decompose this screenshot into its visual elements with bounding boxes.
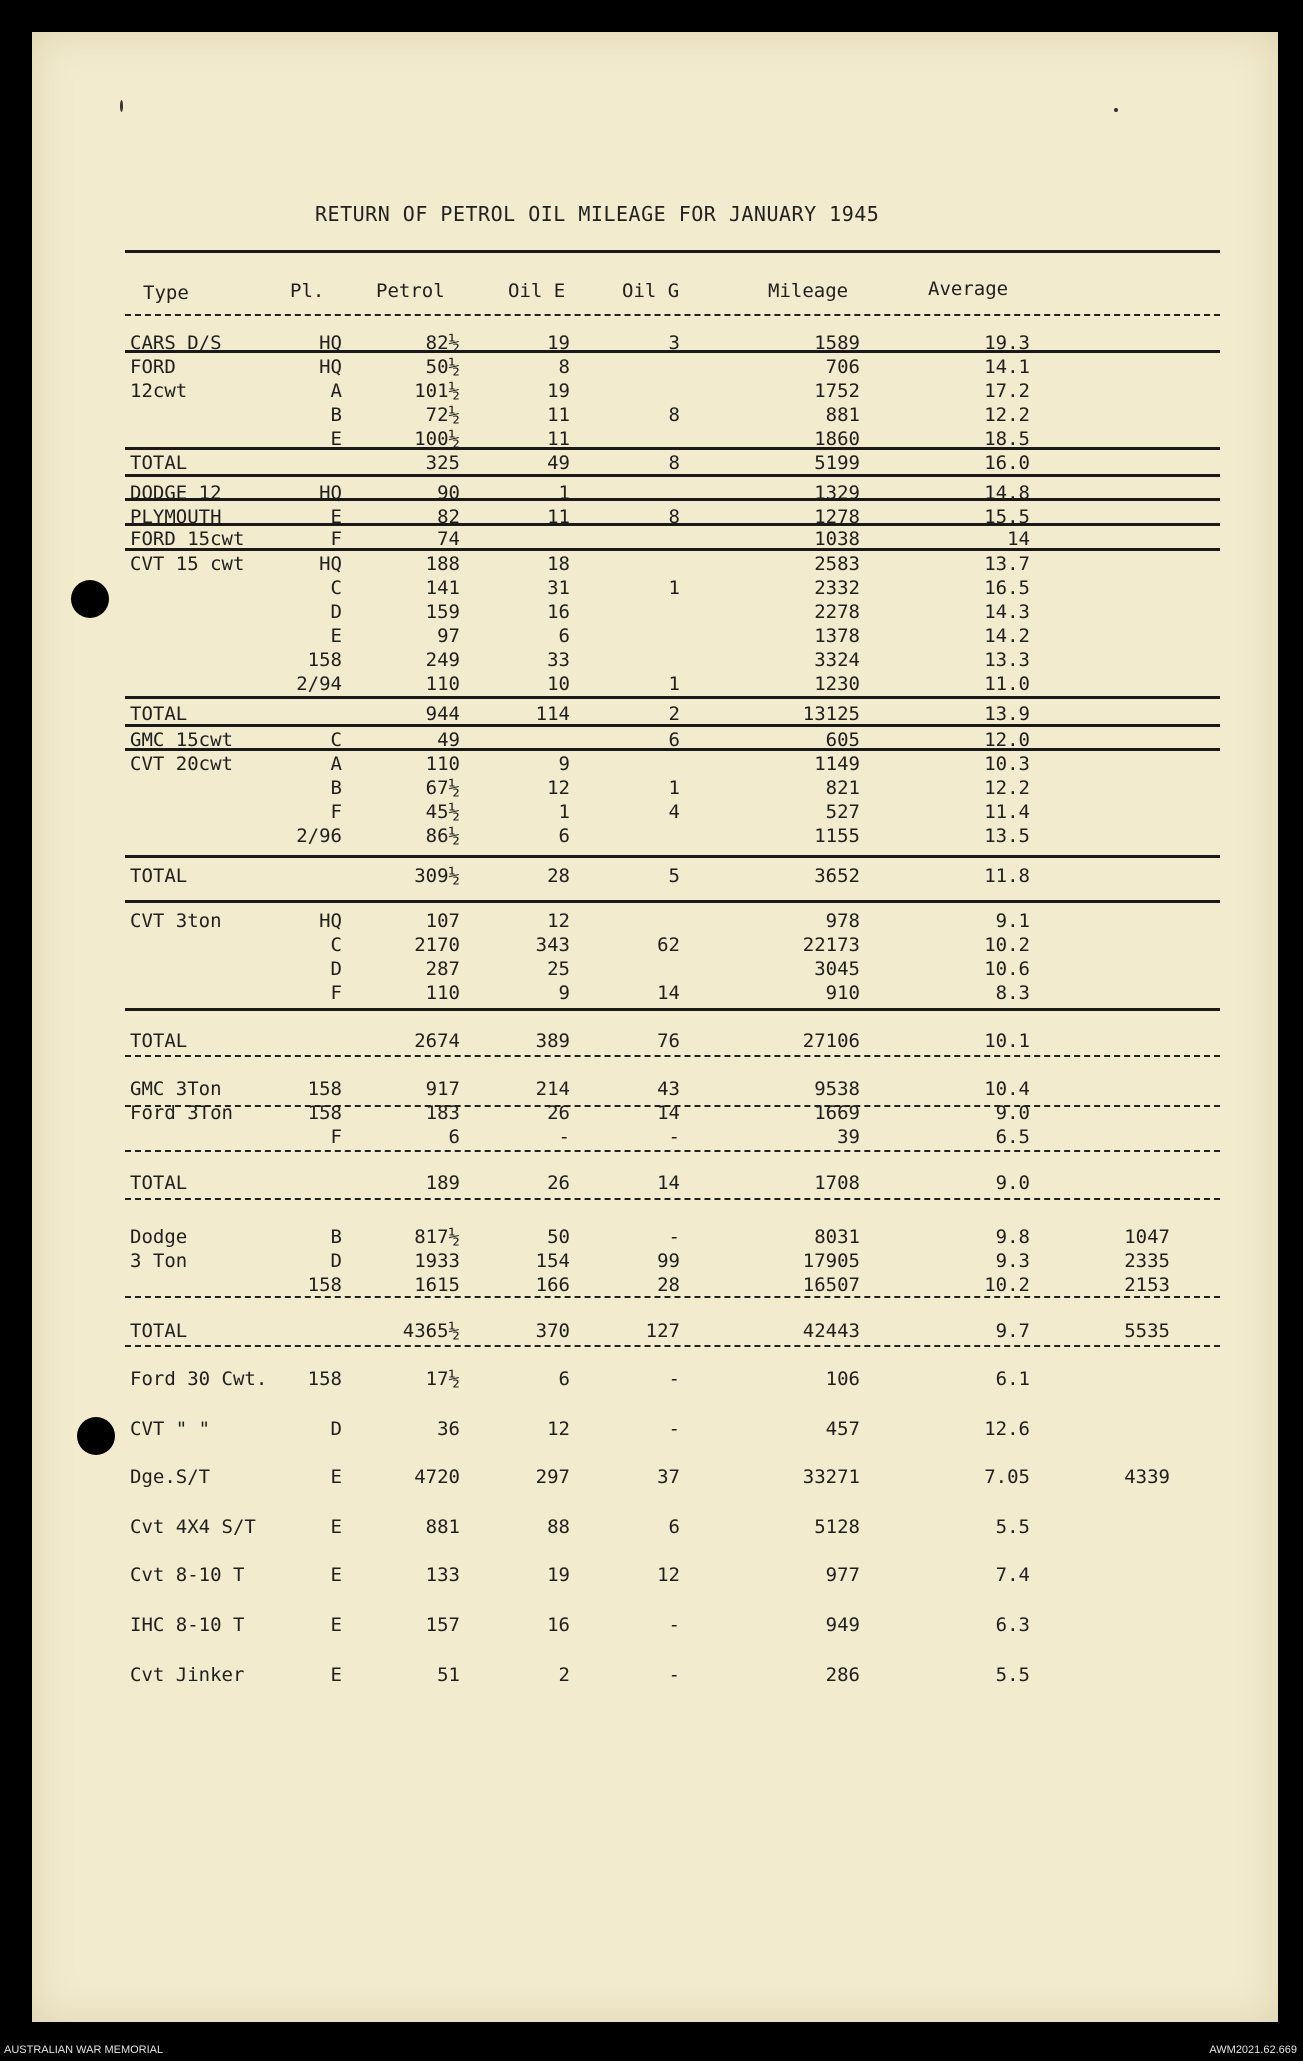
cell-oile: 12 [547, 910, 570, 932]
header-oil-g: Oil G [622, 280, 680, 302]
ink-speck [1114, 108, 1118, 112]
cell-mileage: 821 [825, 777, 860, 799]
cell-mileage: 5128 [814, 1516, 860, 1538]
cell-type: PLYMOUTH [130, 506, 222, 528]
cell-mileage: 706 [825, 356, 860, 378]
cell-pl: 2/96 [296, 825, 342, 847]
cell-petrol: 97 [437, 625, 460, 647]
cell-type: CVT 3ton [130, 910, 222, 932]
cell-oilg: - [668, 1664, 680, 1686]
cell-petrol: 6 [448, 1126, 460, 1148]
cell-pl: HQ [319, 356, 342, 378]
cell-mileage: 977 [825, 1564, 860, 1586]
cell-pl: HQ [319, 332, 342, 354]
cell-mileage: 1278 [814, 506, 860, 528]
cell-average: 9.7 [995, 1320, 1030, 1342]
cell-petrol: 159 [425, 601, 460, 623]
cell-oile: 1 [558, 801, 570, 823]
cell-oile: 8 [558, 356, 570, 378]
cell-oilg: 8 [668, 452, 680, 474]
cell-pl: 2/94 [296, 673, 342, 695]
document-page [32, 32, 1278, 2022]
cell-oilg: 28 [657, 1274, 680, 1296]
cell-oilg: 6 [668, 1516, 680, 1538]
cell-oilg: 37 [657, 1466, 680, 1488]
table-rule [125, 1345, 1220, 1347]
cell-petrol: 45½ [425, 801, 460, 823]
cell-oile: 11 [547, 506, 570, 528]
cell-oile: 9 [558, 753, 570, 775]
ink-speck [120, 100, 123, 112]
cell-average: 14.1 [984, 356, 1030, 378]
cell-average: 7.4 [995, 1564, 1030, 1586]
cell-oile: 11 [547, 428, 570, 450]
table-rule [125, 474, 1220, 477]
cell-petrol: 1615 [414, 1274, 460, 1296]
cell-pl: 158 [307, 1078, 342, 1100]
cell-pl: D [330, 1250, 342, 1272]
cell-petrol: 4365½ [402, 1320, 460, 1342]
cell-petrol: 157 [425, 1614, 460, 1636]
header-oil-e: Oil E [508, 280, 566, 302]
cell-oile: 16 [547, 1614, 570, 1636]
cell-mileage: 910 [825, 982, 860, 1004]
cell-mileage: 1038 [814, 528, 860, 550]
cell-petrol: 183 [425, 1102, 460, 1124]
cell-oile: 88 [547, 1516, 570, 1538]
cell-type: FORD [130, 356, 176, 378]
cell-pl: C [330, 729, 342, 751]
cell-oilg: 14 [657, 1172, 680, 1194]
cell-average: 10.3 [984, 753, 1030, 775]
cell-petrol: 50½ [425, 356, 460, 378]
cell-mileage: 1708 [814, 1172, 860, 1194]
cell-mileage: 22173 [802, 934, 860, 956]
header-average: Average [928, 278, 1009, 300]
cell-average: 13.9 [984, 703, 1030, 725]
cell-type: Dodge [130, 1226, 188, 1248]
cell-pl: F [330, 1126, 342, 1148]
cell-mileage: 3045 [814, 958, 860, 980]
cell-oile: 343 [535, 934, 570, 956]
cell-mileage: 13125 [802, 703, 860, 725]
cell-type: IHC 8-10 T [130, 1614, 245, 1636]
cell-oilg: 99 [657, 1250, 680, 1272]
cell-petrol: 287 [425, 958, 460, 980]
cell-mileage: 9538 [814, 1078, 860, 1100]
cell-type: TOTAL [130, 703, 188, 725]
cell-type: 12cwt [130, 380, 188, 402]
cell-pl: E [330, 1664, 342, 1686]
cell-average: 11.4 [984, 801, 1030, 823]
cell-oilg: 4 [668, 801, 680, 823]
cell-pl: E [330, 1516, 342, 1538]
cell-petrol: 817½ [414, 1226, 460, 1248]
cell-mileage: 1669 [814, 1102, 860, 1124]
cell-type: DODGE 12 [130, 482, 222, 504]
cell-type: Cvt Jinker [130, 1664, 245, 1686]
header-type: Type [143, 282, 189, 304]
cell-mileage: 17905 [802, 1250, 860, 1272]
cell-petrol: 100½ [414, 428, 460, 450]
cell-pl: B [330, 1226, 342, 1248]
cell-oile: 49 [547, 452, 570, 474]
cell-petrol: 107 [425, 910, 460, 932]
cell-pl: 158 [307, 1368, 342, 1390]
cell-pl: B [330, 404, 342, 426]
cell-oile: 370 [535, 1320, 570, 1342]
cell-oilg: 12 [657, 1564, 680, 1586]
table-rule [125, 855, 1220, 858]
rule-header [125, 314, 1220, 316]
cell-oile: 19 [547, 332, 570, 354]
cell-petrol: 82½ [425, 332, 460, 354]
cell-mileage: 1752 [814, 380, 860, 402]
cell-pl: D [330, 958, 342, 980]
cell-oilg: 1 [668, 673, 680, 695]
cell-type: TOTAL [130, 865, 188, 887]
cell-petrol: 72½ [425, 404, 460, 426]
cell-petrol: 309½ [414, 865, 460, 887]
cell-oilg: 1 [668, 577, 680, 599]
cell-type: Cvt 4X4 S/T [130, 1516, 256, 1538]
cell-oile: 6 [558, 625, 570, 647]
cell-type: 3 Ton [130, 1250, 188, 1272]
cell-petrol: 2674 [414, 1030, 460, 1052]
cell-average: 9.3 [995, 1250, 1030, 1272]
cell-type: Ford 30 Cwt. [130, 1368, 268, 1390]
cell-average: 14.8 [984, 482, 1030, 504]
cell-oile: 11 [547, 404, 570, 426]
cell-average: 8.3 [995, 982, 1030, 1004]
cell-pl: F [330, 982, 342, 1004]
cell-pl: 158 [307, 1102, 342, 1124]
cell-oile: 2 [558, 1664, 570, 1686]
cell-mileage: 39 [837, 1126, 860, 1148]
table-rule [125, 447, 1220, 450]
cell-petrol: 36 [437, 1418, 460, 1440]
table-rule [125, 1008, 1220, 1011]
cell-pl: HQ [319, 482, 342, 504]
cell-mileage: 1378 [814, 625, 860, 647]
cell-mileage: 1149 [814, 753, 860, 775]
cell-oile: 18 [547, 553, 570, 575]
punch-hole-bottom [77, 1417, 115, 1455]
cell-pl: 158 [307, 649, 342, 671]
cell-oilg: - [668, 1226, 680, 1248]
cell-type: CVT 20cwt [130, 753, 233, 775]
cell-pl: A [330, 753, 342, 775]
cell-pl: C [330, 577, 342, 599]
cell-oile: 154 [535, 1250, 570, 1272]
cell-oile: 19 [547, 1564, 570, 1586]
cell-average: 16.0 [984, 452, 1030, 474]
cell-petrol: 141 [425, 577, 460, 599]
rule-top [125, 250, 1220, 253]
cell-oilg: 8 [668, 506, 680, 528]
cell-mileage: 16507 [802, 1274, 860, 1296]
cell-petrol: 101½ [414, 380, 460, 402]
cell-oile: 10 [547, 673, 570, 695]
cell-oilg: 6 [668, 729, 680, 751]
cell-petrol: 249 [425, 649, 460, 671]
cell-petrol: 944 [425, 703, 460, 725]
cell-pl: 158 [307, 1274, 342, 1296]
table-rule [125, 748, 1220, 751]
table-rule [125, 548, 1220, 551]
cell-average: 9.0 [995, 1102, 1030, 1124]
cell-mileage: 2583 [814, 553, 860, 575]
cell-oilg: 3 [668, 332, 680, 354]
header-mileage: Mileage [768, 280, 849, 302]
cell-oile: 297 [535, 1466, 570, 1488]
cell-oilg: - [668, 1614, 680, 1636]
footer-credit: AUSTRALIAN WAR MEMORIAL [4, 2044, 164, 2056]
cell-mileage: 3324 [814, 649, 860, 671]
cell-oilg: 76 [657, 1030, 680, 1052]
cell-mileage: 27106 [802, 1030, 860, 1052]
cell-average: 5.5 [995, 1664, 1030, 1686]
cell-pl: E [330, 1564, 342, 1586]
cell-mileage: 286 [825, 1664, 860, 1686]
cell-oile: 28 [547, 865, 570, 887]
cell-oile: 31 [547, 577, 570, 599]
cell-oile: 114 [535, 703, 570, 725]
cell-oile: - [558, 1126, 570, 1148]
cell-average: 6.5 [995, 1126, 1030, 1148]
cell-oilg: 43 [657, 1078, 680, 1100]
table-rule [125, 696, 1220, 699]
cell-pl: D [330, 601, 342, 623]
cell-mileage: 2278 [814, 601, 860, 623]
header-pl: Pl. [290, 280, 325, 302]
cell-petrol: 2170 [414, 934, 460, 956]
cell-petrol: 82 [437, 506, 460, 528]
cell-oile: 6 [558, 825, 570, 847]
cell-mileage: 978 [825, 910, 860, 932]
cell-extra: 4339 [1124, 1466, 1170, 1488]
cell-oile: 9 [558, 982, 570, 1004]
table-rule [125, 1296, 1220, 1298]
cell-type: Dge.S/T [130, 1466, 211, 1488]
cell-oile: 214 [535, 1078, 570, 1100]
punch-hole-top [71, 580, 109, 618]
cell-oilg: 14 [657, 982, 680, 1004]
cell-petrol: 74 [437, 528, 460, 550]
cell-pl: F [330, 801, 342, 823]
cell-pl: C [330, 934, 342, 956]
cell-pl: HQ [319, 910, 342, 932]
header-petrol: Petrol [376, 280, 445, 302]
cell-average: 6.3 [995, 1614, 1030, 1636]
cell-petrol: 90 [437, 482, 460, 504]
cell-mileage: 33271 [802, 1466, 860, 1488]
cell-average: 5.5 [995, 1516, 1030, 1538]
cell-pl: F [330, 528, 342, 550]
cell-oile: 26 [547, 1102, 570, 1124]
cell-oilg: 127 [645, 1320, 680, 1342]
cell-average: 17.2 [984, 380, 1030, 402]
cell-oilg: 2 [668, 703, 680, 725]
cell-average: 9.1 [995, 910, 1030, 932]
cell-pl: E [330, 625, 342, 647]
table-rule [125, 1055, 1220, 1057]
cell-average: 12.2 [984, 404, 1030, 426]
cell-oilg: 62 [657, 934, 680, 956]
cell-petrol: 917 [425, 1078, 460, 1100]
cell-mileage: 106 [825, 1368, 860, 1390]
cell-average: 7.05 [984, 1466, 1030, 1488]
cell-oile: 16 [547, 601, 570, 623]
cell-pl: HQ [319, 553, 342, 575]
cell-oilg: 8 [668, 404, 680, 426]
cell-average: 12.6 [984, 1418, 1030, 1440]
cell-mileage: 527 [825, 801, 860, 823]
cell-extra: 2335 [1124, 1250, 1170, 1272]
cell-type: CVT 15 cwt [130, 553, 245, 575]
cell-oilg: - [668, 1126, 680, 1148]
cell-petrol: 188 [425, 553, 460, 575]
cell-oilg: 14 [657, 1102, 680, 1124]
cell-oilg: - [668, 1418, 680, 1440]
cell-oile: 166 [535, 1274, 570, 1296]
table-rule [125, 1150, 1220, 1152]
cell-oile: 33 [547, 649, 570, 671]
cell-average: 12.0 [984, 729, 1030, 751]
cell-pl: B [330, 777, 342, 799]
cell-average: 16.5 [984, 577, 1030, 599]
cell-mileage: 949 [825, 1614, 860, 1636]
cell-petrol: 1933 [414, 1250, 460, 1272]
cell-mileage: 881 [825, 404, 860, 426]
cell-oilg: 5 [668, 865, 680, 887]
cell-oile: 12 [547, 1418, 570, 1440]
cell-average: 14.2 [984, 625, 1030, 647]
cell-oilg: 1 [668, 777, 680, 799]
cell-type: GMC 15cwt [130, 729, 233, 751]
cell-average: 18.5 [984, 428, 1030, 450]
table-rule [125, 523, 1220, 526]
cell-type: GMC 3Ton [130, 1078, 222, 1100]
cell-average: 11.0 [984, 673, 1030, 695]
cell-average: 11.8 [984, 865, 1030, 887]
cell-type: FORD 15cwt [130, 528, 245, 550]
cell-type: TOTAL [130, 1320, 188, 1342]
cell-type: TOTAL [130, 1172, 188, 1194]
cell-mileage: 1860 [814, 428, 860, 450]
cell-pl: E [330, 1466, 342, 1488]
cell-pl: D [330, 1418, 342, 1440]
cell-pl: E [330, 428, 342, 450]
cell-petrol: 17½ [425, 1368, 460, 1390]
cell-petrol: 86½ [425, 825, 460, 847]
cell-type: Cvt 8-10 T [130, 1564, 245, 1586]
table-rule [125, 1105, 1220, 1107]
cell-oile: 25 [547, 958, 570, 980]
cell-average: 14 [1007, 528, 1030, 550]
cell-type: TOTAL [130, 452, 188, 474]
cell-average: 10.2 [984, 934, 1030, 956]
cell-oile: 19 [547, 380, 570, 402]
cell-average: 13.7 [984, 553, 1030, 575]
cell-petrol: 51 [437, 1664, 460, 1686]
cell-mileage: 3652 [814, 865, 860, 887]
cell-petrol: 67½ [425, 777, 460, 799]
cell-average: 10.2 [984, 1274, 1030, 1296]
cell-type: Ford 3Ton [130, 1102, 233, 1124]
cell-pl: E [330, 506, 342, 528]
cell-oile: 12 [547, 777, 570, 799]
cell-oile: 389 [535, 1030, 570, 1052]
cell-mileage: 457 [825, 1418, 860, 1440]
cell-mileage: 2332 [814, 577, 860, 599]
cell-mileage: 1329 [814, 482, 860, 504]
document-title: RETURN OF PETROL OIL MILEAGE FOR JANUARY 1945 [315, 202, 880, 226]
cell-extra: 5535 [1124, 1320, 1170, 1342]
cell-type: CARS D/S [130, 332, 222, 354]
cell-mileage: 42443 [802, 1320, 860, 1342]
cell-average: 19.3 [984, 332, 1030, 354]
cell-average: 10.4 [984, 1078, 1030, 1100]
cell-average: 9.8 [995, 1226, 1030, 1248]
cell-mileage: 1155 [814, 825, 860, 847]
cell-pl: A [330, 380, 342, 402]
table-rule [125, 900, 1220, 903]
cell-petrol: 110 [425, 753, 460, 775]
cell-type: TOTAL [130, 1030, 188, 1052]
footer-reference: AWM2021.62.669 [1209, 2044, 1297, 2056]
cell-extra: 2153 [1124, 1274, 1170, 1296]
cell-average: 13.3 [984, 649, 1030, 671]
cell-petrol: 881 [425, 1516, 460, 1538]
cell-average: 12.2 [984, 777, 1030, 799]
cell-average: 10.1 [984, 1030, 1030, 1052]
cell-petrol: 110 [425, 673, 460, 695]
cell-type: CVT " " [130, 1418, 211, 1440]
cell-petrol: 4720 [414, 1466, 460, 1488]
cell-mileage: 1589 [814, 332, 860, 354]
cell-average: 9.0 [995, 1172, 1030, 1194]
table-rule [125, 1198, 1220, 1200]
cell-average: 10.6 [984, 958, 1030, 980]
cell-mileage: 8031 [814, 1226, 860, 1248]
cell-petrol: 189 [425, 1172, 460, 1194]
cell-petrol: 133 [425, 1564, 460, 1586]
cell-mileage: 1230 [814, 673, 860, 695]
cell-mileage: 605 [825, 729, 860, 751]
cell-oile: 50 [547, 1226, 570, 1248]
cell-average: 6.1 [995, 1368, 1030, 1390]
table-rule [125, 350, 1220, 353]
cell-oile: 1 [558, 482, 570, 504]
cell-oile: 6 [558, 1368, 570, 1390]
cell-petrol: 110 [425, 982, 460, 1004]
cell-oile: 26 [547, 1172, 570, 1194]
cell-mileage: 5199 [814, 452, 860, 474]
cell-average: 14.3 [984, 601, 1030, 623]
cell-pl: E [330, 1614, 342, 1636]
cell-extra: 1047 [1124, 1226, 1170, 1248]
cell-oilg: - [668, 1368, 680, 1390]
table-rule [125, 724, 1220, 727]
cell-petrol: 325 [425, 452, 460, 474]
cell-petrol: 49 [437, 729, 460, 751]
cell-average: 15.5 [984, 506, 1030, 528]
table-rule [125, 498, 1220, 501]
cell-average: 13.5 [984, 825, 1030, 847]
